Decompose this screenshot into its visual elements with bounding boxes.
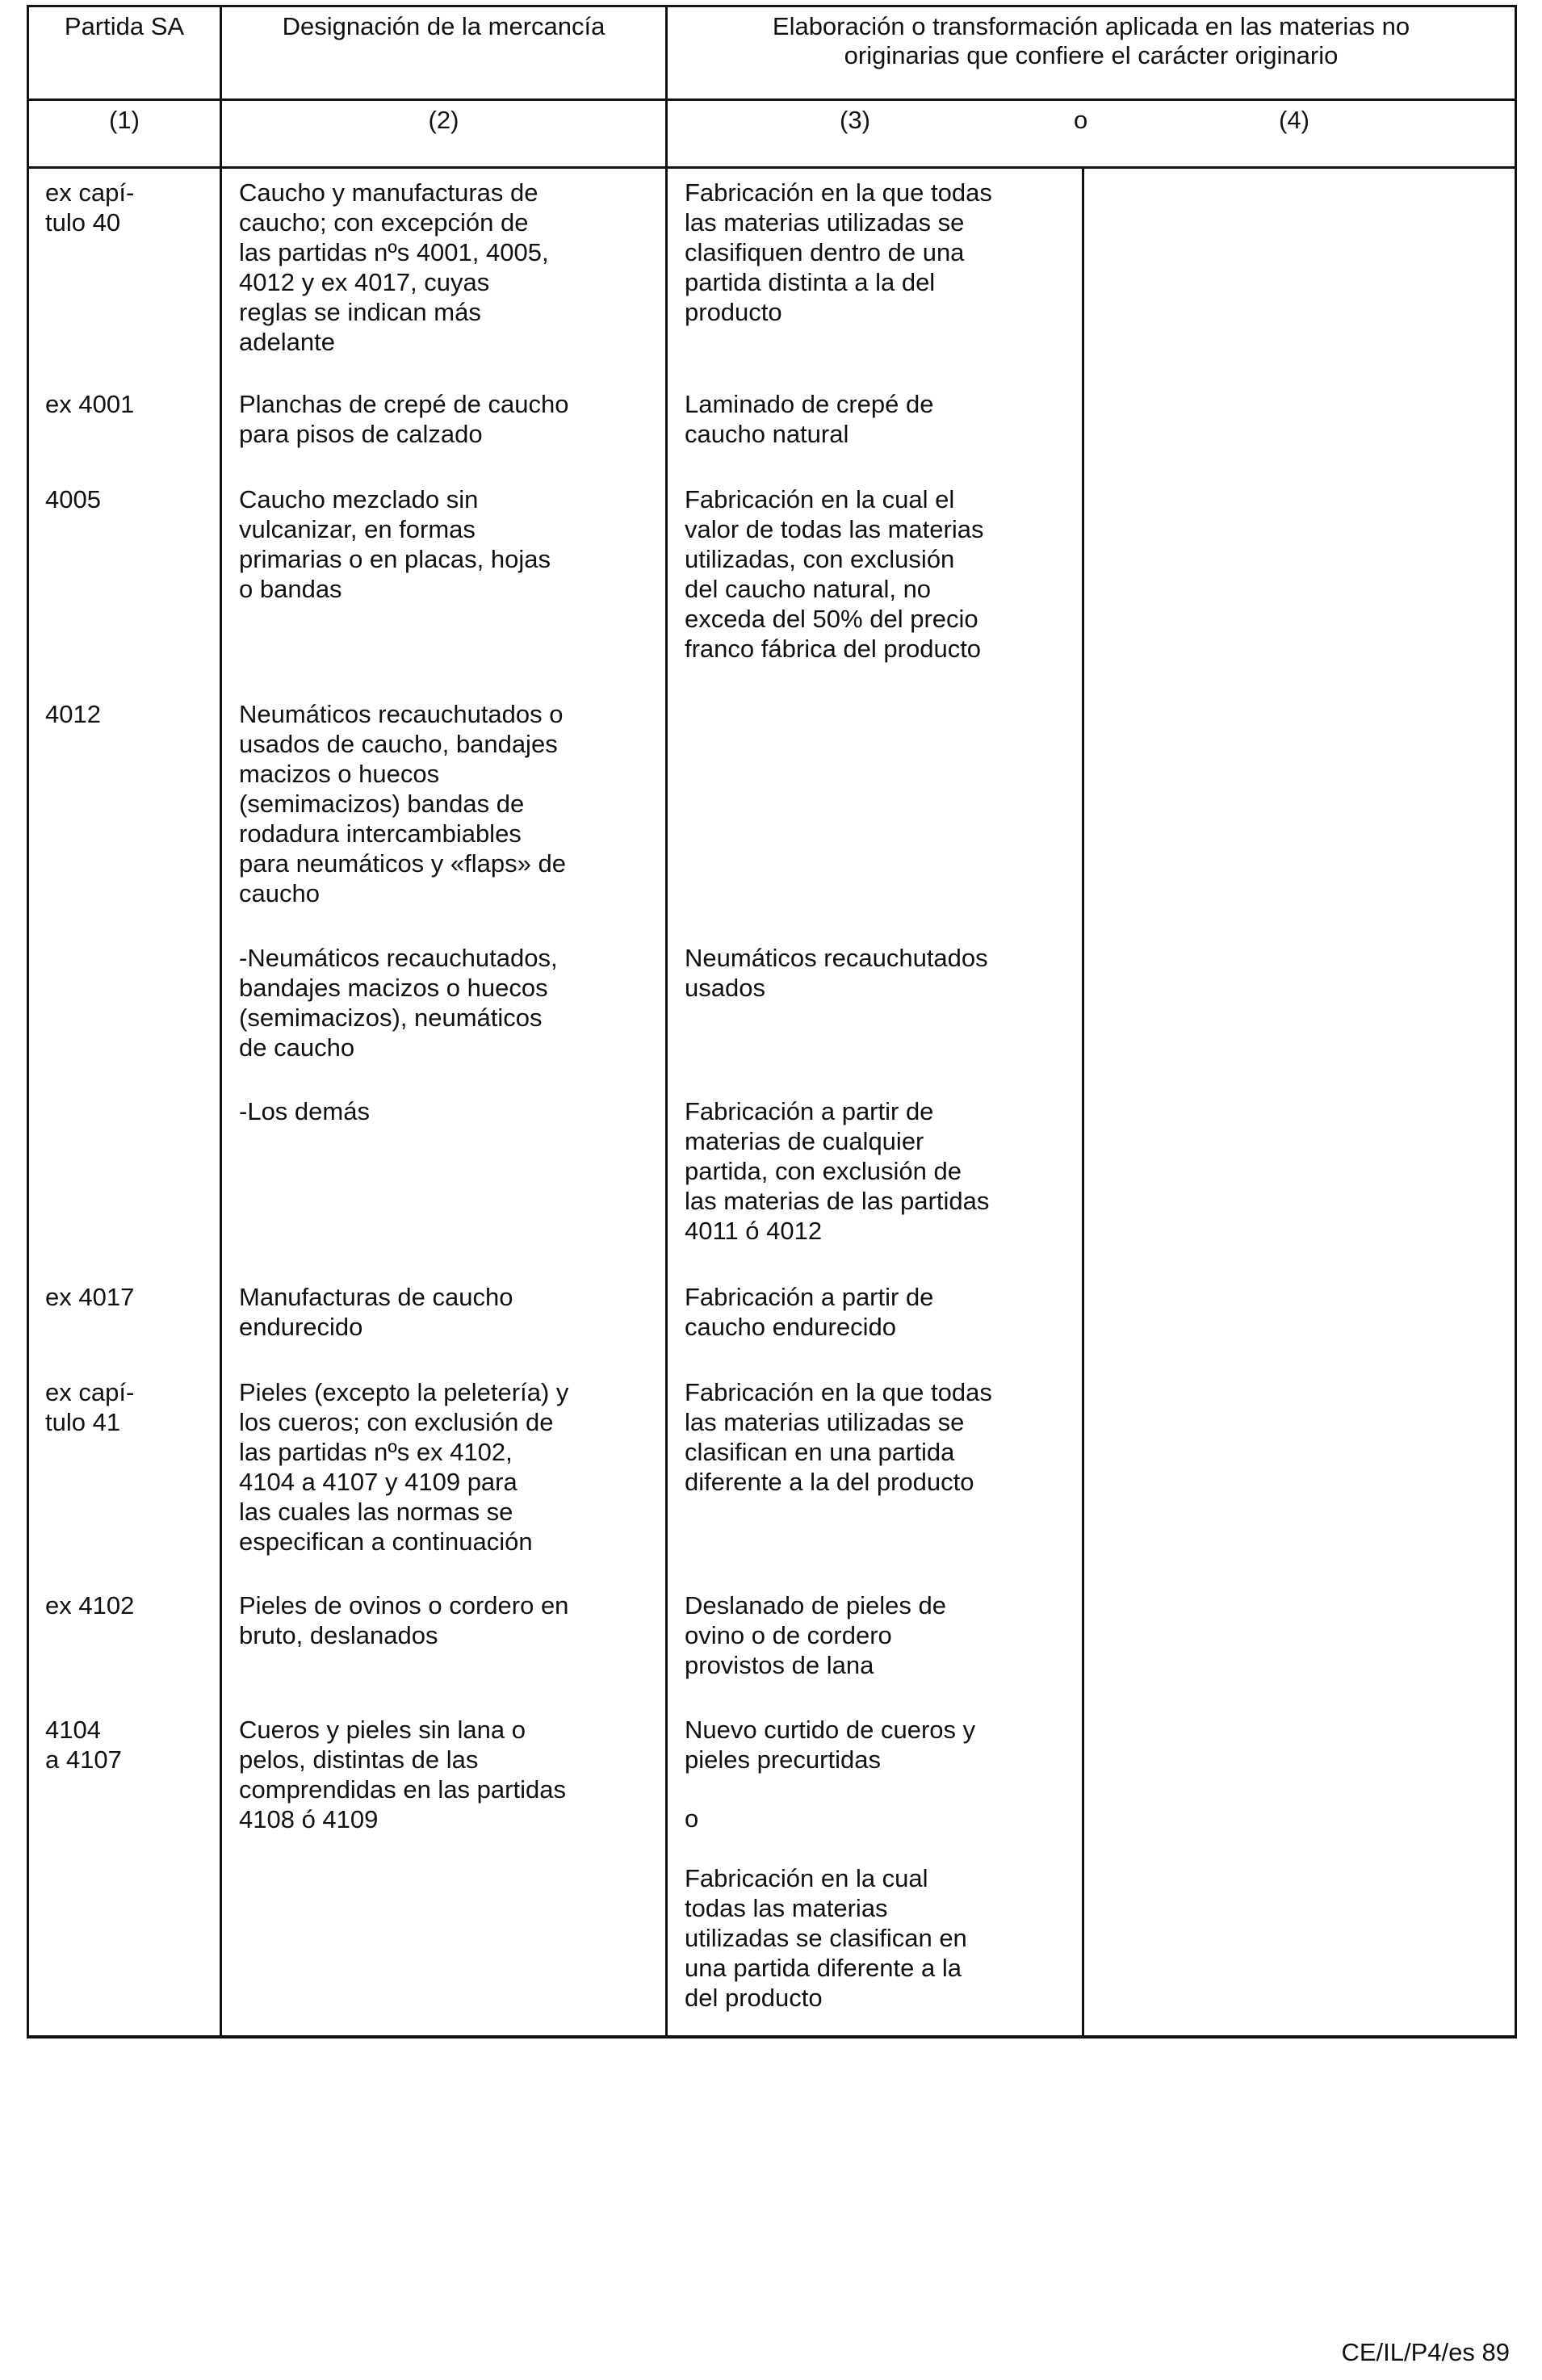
row5-col3: Neumáticos recauchutados usados	[685, 944, 988, 1002]
row8-designacion: Pieles (excepto la peletería) y los cueros; con exclusión de las partidas nºs ex 4102, 4104 a 4107 y 4109 para las cuales las normas se especifican a continuación	[239, 1378, 569, 1556]
row1-partida: ex capí- tulo 40	[45, 178, 135, 237]
number-col2: (2)	[428, 106, 459, 134]
row8-partida: ex capí- tulo 41	[45, 1378, 135, 1436]
header-col2: Designación de la mercancía	[282, 12, 605, 40]
page-footer: CE/IL/P4/es 89	[1341, 2338, 1510, 2366]
number-col4: (4)	[1279, 106, 1309, 134]
header-col34-line2: originarias que confiere el carácter originario	[844, 41, 1339, 69]
row9-partida: ex 4102	[45, 1591, 135, 1619]
row6-designacion: -Los demás	[239, 1097, 370, 1125]
table-border-right	[1515, 5, 1517, 2039]
table-border-bottom	[27, 2035, 1517, 2039]
row9-col3: Deslanado de pieles de ovino o de cordero provistos de lana	[685, 1591, 947, 1679]
header-divider	[27, 98, 1517, 101]
row4-partida: 4012	[45, 700, 101, 728]
row1-designacion: Caucho y manufacturas de caucho; con excepción de las partidas nºs 4001, 4005, 4012 y ex 4017, cuyas reglas se indican más adelante	[239, 178, 549, 356]
row3-designacion: Caucho mezclado sin vulcanizar, en formas primarias o en placas, hojas o bandas	[239, 485, 551, 603]
row8-col3: Fabricación en la que todas las materias utilizadas se clasifican en una partida diferente a la del producto	[685, 1378, 992, 1496]
row2-partida: ex 4001	[45, 390, 135, 418]
row10-col3-or: o	[685, 1804, 699, 1833]
number-or: o	[1074, 106, 1088, 134]
row1-col3: Fabricación en la que todas las materias utilizadas se clasifiquen dentro de una partida distinta a la del producto	[685, 178, 992, 326]
row7-partida: ex 4017	[45, 1283, 135, 1311]
col-divider-1-2	[220, 5, 222, 2039]
row2-col3: Laminado de crepé de caucho natural	[685, 390, 934, 448]
row10-col3-alt: Fabricación en la cual todas las materias utilizadas se clasifican en una partida diferente a la del producto	[685, 1864, 967, 2012]
row9-designacion: Pieles de ovinos o cordero en bruto, deslanados	[239, 1591, 569, 1649]
table-border-left	[27, 5, 29, 2039]
header-col1: Partida SA	[64, 12, 185, 40]
numbering-divider	[27, 166, 1517, 169]
row6-col3: Fabricación a partir de materias de cualquier partida, con exclusión de las materias de las partidas 4011 ó 4012	[685, 1097, 990, 1245]
header-col34-line1: Elaboración o transformación aplicada en las materias no	[772, 12, 1410, 40]
row10-partida: 4104 a 4107	[45, 1716, 122, 1774]
col-divider-3-4	[1082, 169, 1084, 2039]
col-divider-2-3	[665, 5, 668, 2039]
table-border-top	[27, 5, 1517, 7]
row5-designacion: -Neumáticos recauchutados, bandajes macizos o huecos (semimacizos), neumáticos de caucho	[239, 944, 558, 1062]
row10-designacion: Cueros y pieles sin lana o pelos, distintas de las comprendidas en las partidas 4108 ó 4109	[239, 1716, 566, 1833]
number-col3: (3)	[840, 106, 870, 134]
row4-designacion: Neumáticos recauchutados o usados de caucho, bandajes macizos o huecos (semimacizos) bandas de rodadura intercambiables para neumáticos y «flaps» de caucho	[239, 700, 566, 907]
number-col1: (1)	[109, 106, 140, 134]
row7-designacion: Manufacturas de caucho endurecido	[239, 1283, 513, 1341]
row2-designacion: Planchas de crepé de caucho para pisos de calzado	[239, 390, 569, 448]
row7-col3: Fabricación a partir de caucho endurecido	[685, 1283, 934, 1341]
row3-partida: 4005	[45, 485, 101, 513]
row10-col3: Nuevo curtido de cueros y pieles precurtidas	[685, 1716, 976, 1774]
row3-col3: Fabricación en la cual el valor de todas las materias utilizadas, con exclusión del caucho natural, no exceda del 50% del precio franco fábrica del producto	[685, 485, 984, 663]
